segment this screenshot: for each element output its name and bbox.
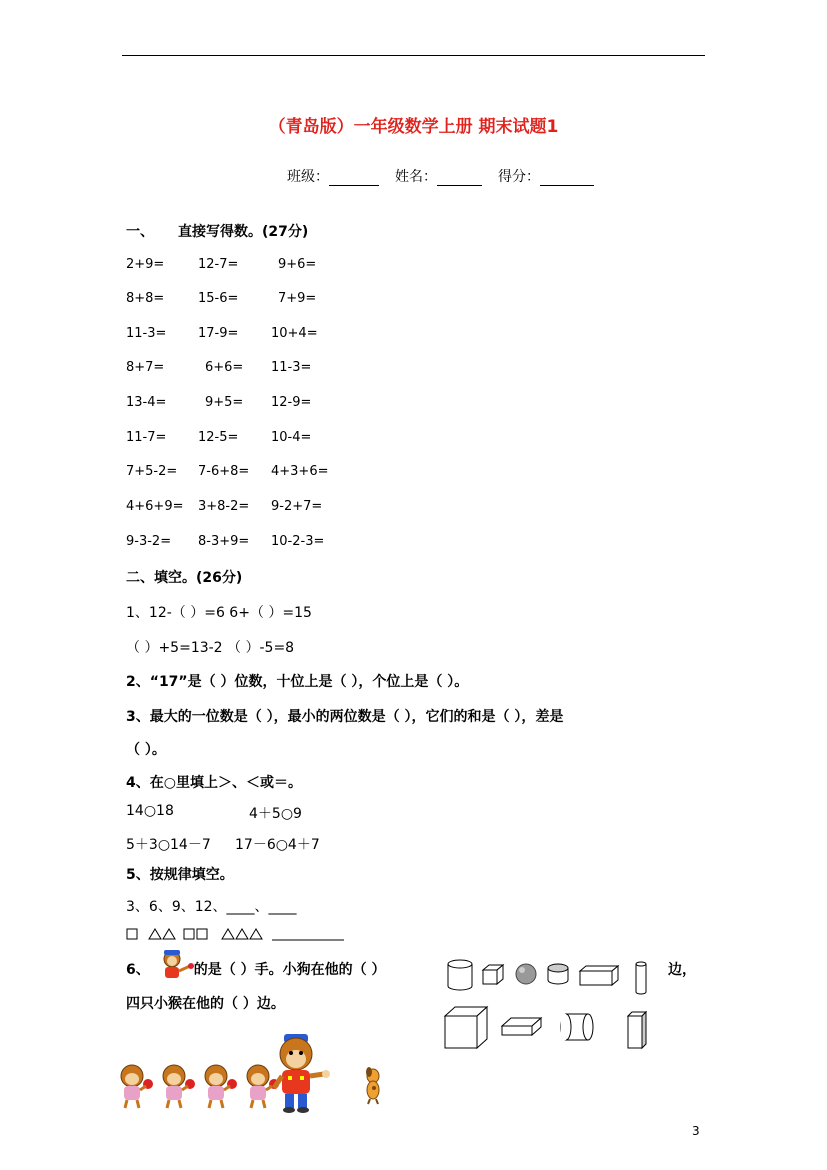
question-3b: （ ）。 <box>126 742 166 758</box>
equation: 9+6= <box>278 257 317 272</box>
equation: 7+5-2= <box>126 464 178 479</box>
score-blank <box>540 171 594 186</box>
short-cylinder-icon <box>548 964 568 984</box>
square-icon <box>127 929 137 939</box>
equation: 15-6= <box>198 291 239 306</box>
question-3a: 3、最大的一位数是（ ），最小的两位数是（ ），它们的和是（ ），差是 <box>126 709 564 725</box>
triangle-icon <box>163 929 175 939</box>
triangle-icon <box>222 929 234 939</box>
equation: 2+9= <box>126 257 165 272</box>
equation: 10-4= <box>271 430 312 445</box>
large-monkey-icon <box>274 1034 330 1113</box>
triangle-icon <box>236 929 248 939</box>
equation: 4+3+6= <box>271 464 329 479</box>
cuboid-icon <box>580 966 618 985</box>
equation: 12-5= <box>198 430 239 445</box>
equation: 8+7= <box>126 360 165 375</box>
question-6-right: 边， <box>668 962 696 978</box>
shape-pattern <box>126 926 356 946</box>
equation: 12-9= <box>271 395 312 410</box>
question-1b: （ ）+5=13-2 （ ）-5=8 <box>126 640 295 656</box>
equation: 7-6+8= <box>198 464 250 479</box>
question-6a: 6、 的是（ ）手。小狗在他的（ ） <box>126 962 386 978</box>
equation: 10+4= <box>271 326 318 341</box>
equation: 12-7= <box>198 257 239 272</box>
score-label: 得分： <box>498 169 540 185</box>
header-rule <box>122 55 705 56</box>
page-number: 3 <box>692 1124 700 1138</box>
score-field <box>498 166 594 186</box>
compare-item: 5＋3○14－7 <box>126 837 211 853</box>
compare-item: 14○18 <box>126 803 174 819</box>
equation: 10-2-3= <box>271 534 325 549</box>
class-blank <box>329 171 379 186</box>
square-icon <box>184 929 194 939</box>
triangle-icon <box>250 929 262 939</box>
section1-heading: 一、 直接写得数。(27分) <box>126 224 309 240</box>
equation: 11-3= <box>126 326 167 341</box>
name-label: 姓名： <box>395 169 437 185</box>
equation: 13-4= <box>126 395 167 410</box>
equation: 11-7= <box>126 430 167 445</box>
question-6b: 四只小猴在他的（ ）边。 <box>126 996 285 1012</box>
compare-item: 17－6○4＋7 <box>235 837 320 853</box>
name-blank <box>437 171 482 186</box>
equation: 9-3-2= <box>126 534 172 549</box>
equation: 17-9= <box>198 326 239 341</box>
cylinder-icon <box>448 960 472 990</box>
equation: 8+8= <box>126 291 165 306</box>
sideways-cylinder-icon <box>561 1014 593 1040</box>
small-monkey-icon <box>163 1065 195 1108</box>
small-monkey-icon <box>121 1065 153 1108</box>
name-field <box>395 166 482 186</box>
monkey-icon <box>154 948 194 982</box>
tall-cuboid-icon <box>628 1012 646 1048</box>
triangle-icon <box>149 929 161 939</box>
section2-heading: 二、填空。(26分) <box>126 570 243 586</box>
small-monkey-icon <box>205 1065 237 1108</box>
class-label: 班级： <box>287 169 329 185</box>
equation: 3+8-2= <box>198 499 250 514</box>
tall-cylinder-icon <box>636 962 646 994</box>
equation: 7+9= <box>278 291 317 306</box>
equation: 9-2+7= <box>271 499 323 514</box>
flat-cuboid-icon <box>502 1018 541 1035</box>
equation: 9+5= <box>205 395 244 410</box>
class-field <box>287 166 379 186</box>
equation: 4+6+9= <box>126 499 184 514</box>
equation: 8-3+9= <box>198 534 250 549</box>
square-icon <box>197 929 207 939</box>
question-4: 4、在○里填上＞、＜或＝。 <box>126 775 302 791</box>
large-cube-icon <box>445 1007 487 1048</box>
page-title: （青岛版）一年级数学上册 期末试题1 <box>268 117 559 137</box>
dog-icon <box>366 1067 379 1104</box>
equation: 11-3= <box>271 360 312 375</box>
equation: 6+6= <box>205 360 244 375</box>
sphere-icon <box>516 964 536 984</box>
monkeys-illustration <box>112 1030 402 1112</box>
question-5: 5、按规律填空。 <box>126 867 234 883</box>
compare-item: 4＋5○9 <box>249 806 302 822</box>
solid-shapes-row-1 <box>444 958 684 994</box>
question-2: 2、“17”是（ ）位数，十位上是（ ），个位上是（ ）。 <box>126 674 469 690</box>
solid-shapes-row-2 <box>444 1006 654 1054</box>
cube-icon <box>483 965 503 984</box>
question-1a: 1、12-（ ）=6 6+（ ）=15 <box>126 605 312 621</box>
number-pattern: 3、6、9、12、____、____ <box>126 899 297 915</box>
